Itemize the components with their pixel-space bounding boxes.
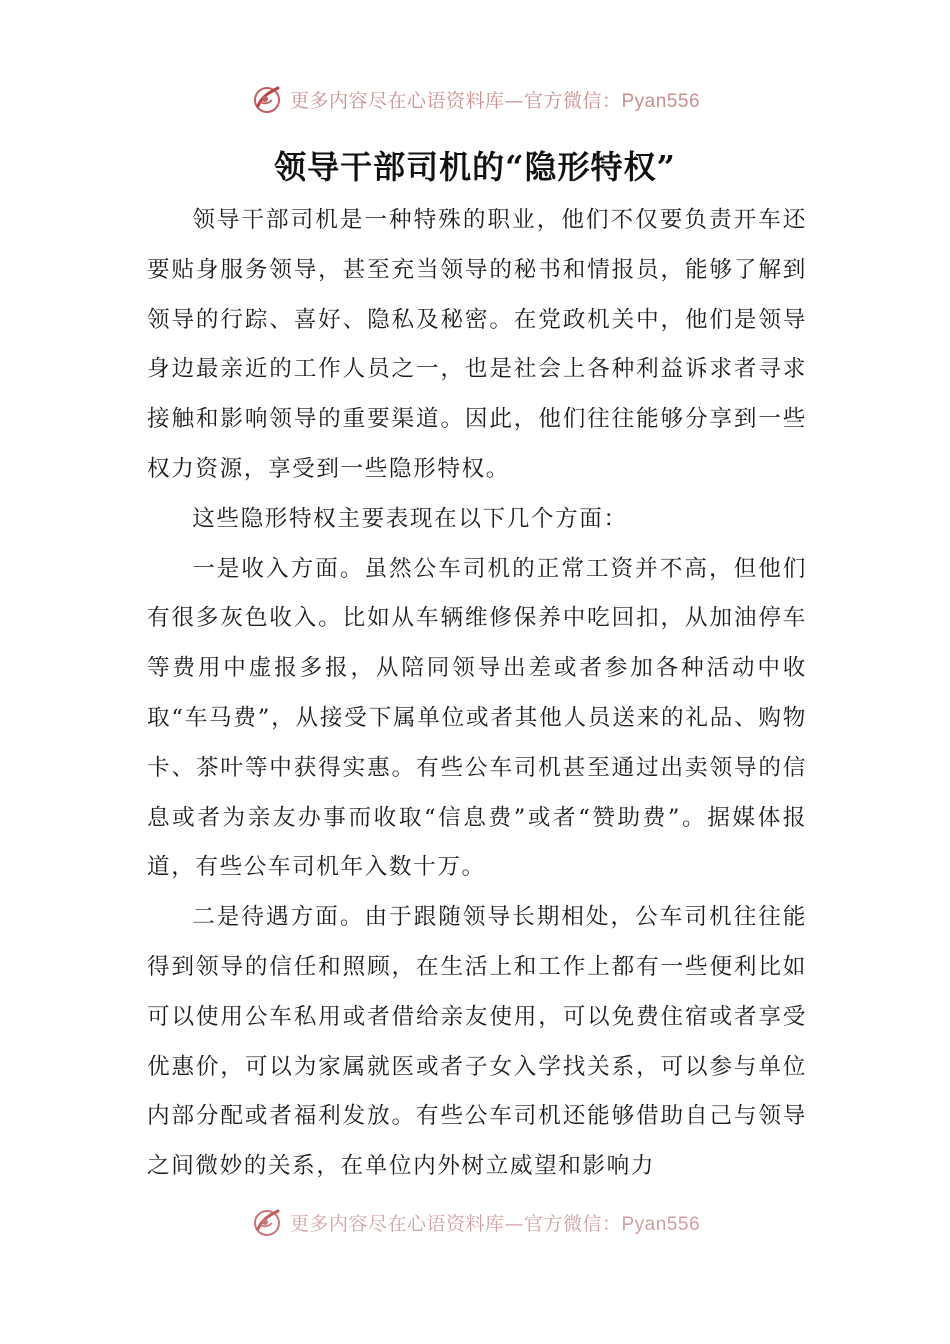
paragraph-intro: 领导干部司机是一种特殊的职业，他们不仅要负责开车还要贴身服务领导，甚至充当领导的秘书和情报员，能够了解到领导的行踪、喜好、隐私及秘密。在党政机关中，他们是领导身边最亲近的工作人员之一，也是社会上各种利益诉求者寻求接触和影响领导的重要渠道。因此，他们往往能够分享到一些权力资源，享受到一些隐形特权。 (147, 207, 807, 482)
header-banner-text: 更多内容尽在心语资料库—官方微信：Pyan556 (289, 89, 701, 112)
header-wechat-id: Pyan556 (621, 90, 701, 112)
footer-wechat-id: Pyan556 (621, 1213, 701, 1235)
header-watermark-banner (0, 82, 950, 116)
pen-seal-logo-icon (250, 1205, 284, 1239)
footer-banner-text: 更多内容尽在心语资料库—官方微信：Pyan556 (289, 1212, 701, 1235)
document-body (147, 196, 807, 1192)
footer-watermark-banner (0, 1205, 950, 1239)
paragraph-aspects-lead: 这些隐形特权主要表现在以下几个方面： (192, 505, 628, 532)
document-title: 领导干部司机的“隐形特权” (274, 148, 676, 186)
paragraph-treatment: 二是待遇方面。由于跟随领导长期相处，公车司机往往能得到领导的信任和照顾，在生活上和工作上都有一些便利比如可以使用公车私用或者借给亲友使用，可以免费住宿或者享受优惠价，可以为家属就医或者子女入学找关系，可以参与单位内部分配或者福利发放。有些公车司机还能够借助自己与领导之间微妙的关系，在单位内外树立威望和影响力 (147, 904, 807, 1180)
paragraph-income: 一是收入方面。虽然公车司机的正常工资并不高，但他们有很多灰色收入。比如从车辆维修保养中吃回扣，从加油停车等费用中虚报多报，从陪同领导出差或者参加各种活动中收取“车马费”，从接受下属单位或者其他人员送来的礼品、购物卡、茶叶等中获得实惠。有些公车司机甚至通过出卖领导的信息或者为亲友办事而收取“信息费”或者“赞助费”。据媒体报道，有些公车司机年入数十万。 (147, 555, 807, 881)
pen-seal-logo-icon (250, 82, 284, 116)
